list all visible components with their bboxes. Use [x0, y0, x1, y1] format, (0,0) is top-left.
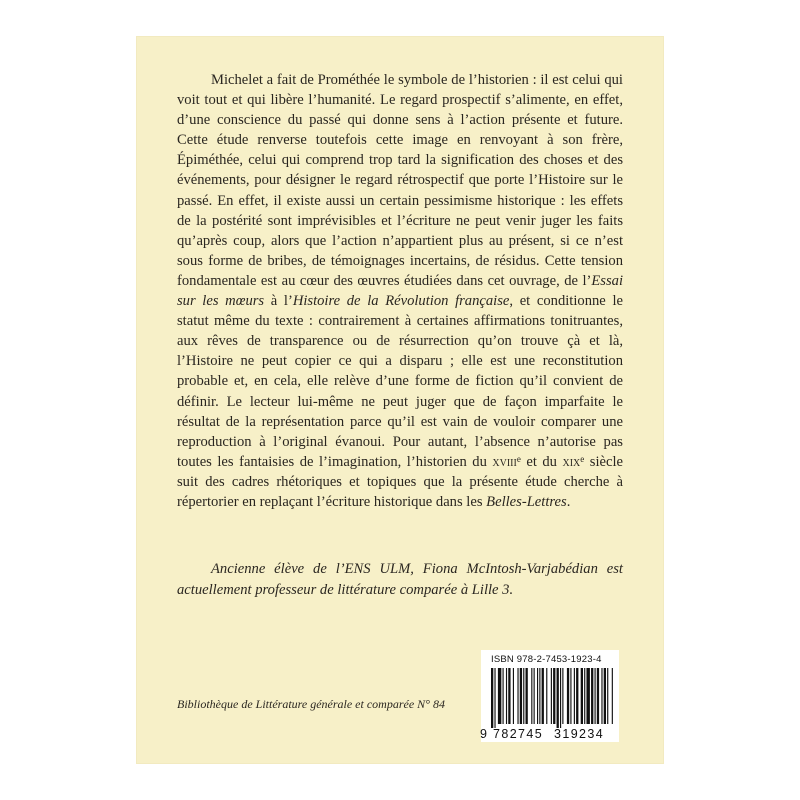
- barcode-bar: [523, 668, 524, 724]
- barcode-bar: [581, 668, 583, 724]
- barcode-bar: [503, 668, 504, 724]
- barcode-bar: [591, 668, 593, 724]
- blurb-segment: .: [566, 493, 571, 510]
- barcode-digits: [481, 727, 619, 743]
- barcode-bar: [574, 668, 575, 724]
- blurb-segment: , et conditionne le statut même du texte : contrairement à certaines affirmations tonitruantes, aux rêves de transparence ou de résurrection qu’on trouve çà et là, l’Histoire ne peut copier ce qui a disparu ; elle est une reconstitution probable et, en cela, elle relève d’une forme de fiction qu’il convient de définir. Le lecteur lui-même ne peut juger que de façon imparfaite le résultat de la représentation parce qu’il est vain de vouloir comparer une reproduction à l’original évanoui. Pour autant, l’absence n’autorise pas toutes les fantaisies de l’imagination, l’historien du: [177, 293, 623, 470]
- blurb-text: [177, 70, 623, 512]
- barcode-bar: [604, 668, 606, 724]
- blurb-segment: siècle suit des cadres rhétoriques et topiques que la présente étude cherche à répertorier en replaçant l’écriture historique dans les: [177, 453, 623, 510]
- barcode-bar: [506, 668, 507, 724]
- barcode-bar: [513, 668, 514, 724]
- isbn-label: ISBN 978-2-7453-1923-4: [491, 654, 602, 665]
- blurb-segment: Essai sur les mœurs: [177, 272, 623, 310]
- barcode-right-digits: 319234: [554, 727, 605, 741]
- barcode-bar: [539, 668, 540, 724]
- author-bio: Ancienne élève de l’ENS ULM, Fiona McIntosh-Varjabédian est actuellement professeur de littérature comparée à Lille 3.: [177, 561, 623, 598]
- blurb-segment: e: [580, 453, 585, 464]
- barcode-bar: [508, 668, 510, 724]
- blurb-segment: et du: [520, 453, 563, 470]
- barcode-bar: [557, 668, 559, 728]
- barcode-bar: [601, 668, 602, 724]
- barcode-bar: [526, 668, 528, 724]
- barcode-bar: [595, 668, 596, 724]
- barcode-bar: [597, 668, 599, 724]
- barcode-bar: [517, 668, 518, 724]
- barcode-bar: [612, 668, 613, 724]
- barcode-bar: [570, 668, 571, 724]
- barcode-first-digit: 9: [480, 727, 487, 741]
- blurb-segment: Michelet a fait de Prométhée le symbole de l’historien : il est celui qui voit tout et qui libère l’humanité. Le regard prospectif s’alimente, en effet, d’une conscience du passé qui donne sens à l’action présente et future. Cette étude renverse toutefois cette image en renvoyant à son frère, Épiméthée, celui qui comprend trop tard la signification des choses et des événements, pour désigner le regard rétrospectif que porte l’Histoire sur le passé. En effet, il existe aussi un certain pessimisme historique : les effets de la postérité sont imprévisibles et l’écriture ne peut venir juger les faits qu’après coup, alors que l’action n’appartient plus au présent, si ce n’est sous forme de bribes, de témoignages incertains, de résidus. Cette tension fondamentale est au cœur des œuvres étudiées dans cet ouvrage, de l’: [177, 72, 623, 289]
- barcode-bar: [494, 668, 495, 728]
- barcode-bar: [520, 668, 522, 724]
- barcode-bar: [546, 668, 547, 724]
- barcode-bars: [485, 668, 615, 728]
- blurb-segment: à l’: [264, 293, 293, 310]
- barcode-bar: [584, 668, 585, 724]
- barcode-bar: [498, 668, 501, 724]
- barcode-bar: [551, 668, 552, 724]
- barcode-bar: [537, 668, 538, 724]
- barcode-bar: [534, 668, 535, 724]
- barcode-bar: [586, 668, 589, 724]
- series-title: Bibliothèque de Littérature générale et comparée N° 84: [177, 697, 445, 711]
- barcode-left-digits: 782745: [493, 727, 544, 741]
- blurb-segment: Histoire de la Révolution française: [292, 293, 510, 310]
- barcode-bar: [531, 668, 532, 724]
- blurb-segment: xix: [562, 453, 581, 470]
- isbn-barcode: [481, 650, 619, 742]
- book-back-cover: [137, 37, 663, 763]
- barcode-bar: [491, 668, 493, 728]
- barcode-bar: [567, 668, 569, 724]
- blurb-segment: xviii: [492, 453, 517, 470]
- blurb-paragraph: [177, 70, 623, 512]
- barcode-bar: [560, 668, 561, 728]
- barcode-bar: [562, 668, 563, 724]
- barcode-bar: [607, 668, 608, 724]
- blurb-segment: Belles-Lettres: [486, 493, 567, 510]
- barcode-bar: [576, 668, 578, 724]
- blurb-segment: e: [516, 453, 521, 464]
- barcode-bar: [542, 668, 544, 724]
- barcode-bar: [553, 668, 555, 724]
